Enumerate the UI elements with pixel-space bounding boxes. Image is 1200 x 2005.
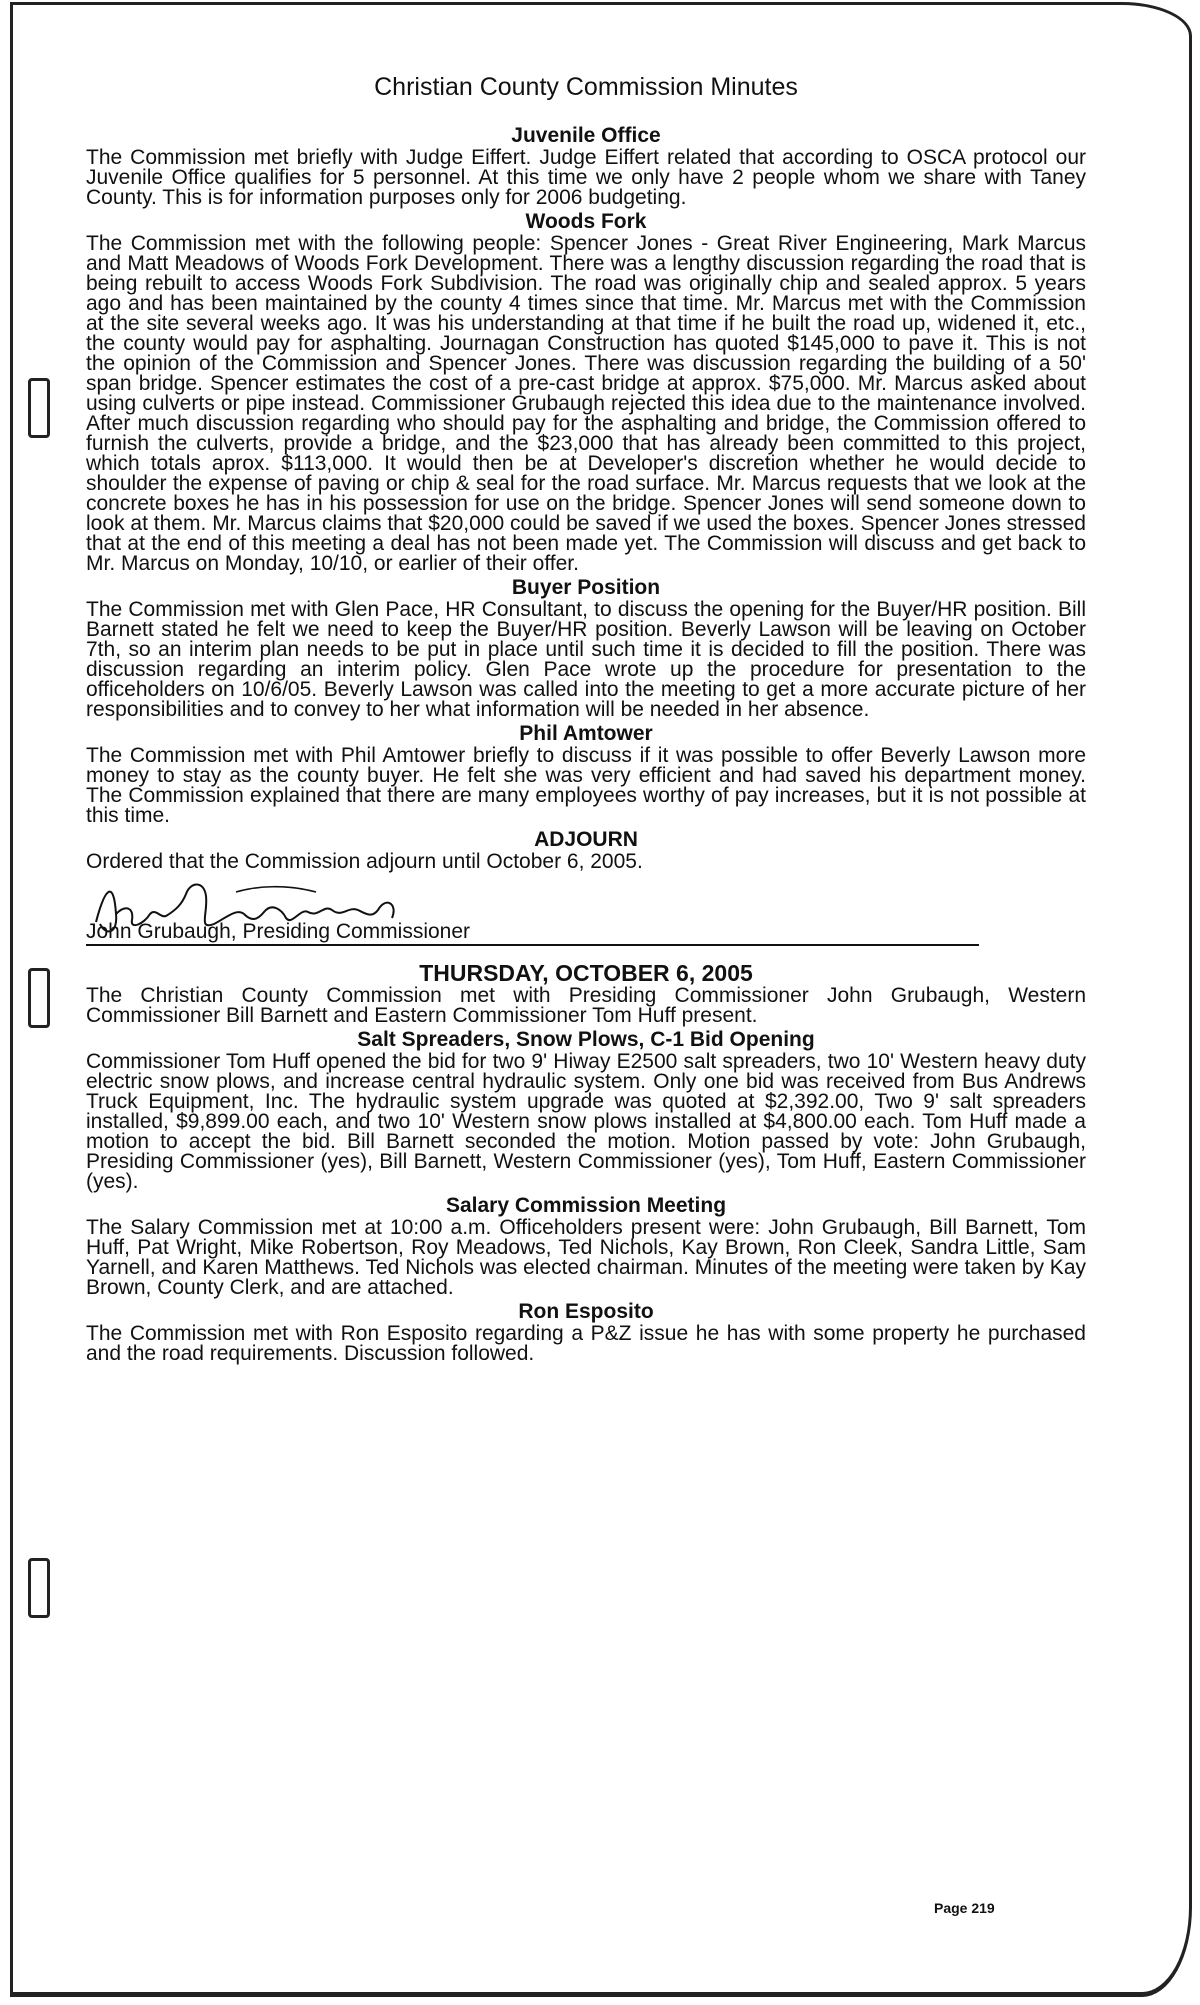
signature-divider [86,944,979,946]
adjourn-text: Ordered that the Commission adjourn until October 6, 2005. [86,850,643,873]
binder-hole [28,1558,50,1618]
section-heading-ron-esposito: Ron Esposito [518,1300,654,1323]
binder-hole [28,378,50,438]
meeting-intro: The Christian County Commission met with Presiding Commissioner John Grubaugh, Western Commissioner Bill Barnett and Eastern Commissioner Tom Huff present. [86,984,1086,1027]
section-text-woods-fork: The Commission met with the following people: Spencer Jones - Great River Engineering, Mark Marcus and Matt Meadows of Woods Fork Development. There was a lengthy discussion regarding the road that is being rebuilt to access Woods Fork Subdivision. The road was originally chip and sealed approx. 5 years ago and has been maintained by the county 4 times since that time. Mr. Marcus met with the Commission at the site several weeks ago. It was his understanding at that time if he built the road up, widened it, etc., the county would pay for asphalting. Journagan Construction has quoted $145,000 to pave it. This is not the opinion of the Commission and Spencer Jones. There was discussion regarding the building of a 50' span bridge. Spencer estimates the cost of a pre-cast bridge at approx. $75,000. Mr. Marcus asked about using culverts or pipe instead. Commissioner Grubaugh rejected this idea due to the maintenance involved. After much discussion regarding who should pay for the asphalting and bridge, the Commission offered to furnish the culverts, provide a bridge, and the $23,000 that has already been committed to this project, which totals aprox. $113,000. It would then be at Developer's discretion whether he would decide to shoulder the expense of paving or chip & seal for the road surface. Mr. Marcus requests that we look at the concrete boxes he has in his possession for use on the bridge. Spencer Jones will send someone down to look at them. Mr. Marcus claims that $20,000 could be saved if we used the boxes. Spencer Jones stressed that at the end of this meeting a deal has not been made yet. The Commission will discuss and get back to Mr. Marcus on Monday, 10/10, or earlier of their offer. [86,232,1086,575]
page-number: Page 219 [934,1900,995,1916]
document-title: Christian County Commission Minutes [374,73,798,101]
section-heading-adjourn: ADJOURN [534,828,638,851]
section-heading-phil-amtower: Phil Amtower [519,722,653,745]
signer-name: John Grubaugh, Presiding Commissioner [86,920,471,943]
section-heading-woods-fork: Woods Fork [525,210,647,233]
section-text-buyer-position: The Commission met with Glen Pace, HR Consultant, to discuss the opening for the Buyer/HR position. Bill Barnett stated he felt we need to keep the Buyer/HR position. Beverly Lawson will be leaving on October 7th, so an interim plan needs to be put in place until such time it is decided to fill the position. There was discussion regarding an interim policy. Glen Pace wrote up the procedure for presentation to the officeholders on 10/6/05. Beverly Lawson was called into the meeting to get a more accurate picture of her responsibilities and to convey to her what information will be needed in her absence. [86,598,1086,721]
section-text-juvenile-office: The Commission met briefly with Judge Eiffert. Judge Eiffert related that according to OSCA protocol our Juvenile Office qualifies for 5 personnel. At this time we only have 2 people whom we share with Taney County. This is for information purposes only for 2006 budgeting. [86,146,1086,209]
signature-block [86,874,1086,944]
section-text-bid-opening: Commissioner Tom Huff opened the bid for two 9' Hiway E2500 salt spreaders, two 10' Western heavy duty electric snow plows, and increase central hydraulic system. Only one bid was received from Bus Andrews Truck Equipment, Inc. The hydraulic system upgrade was quoted at $2,392.00, Two 9' salt spreaders installed, $9,899.00 each, and two 10' Western snow plows installed at $4,800.00 each. Tom Huff made a motion to accept the bid. Bill Barnett seconded the motion. Motion passed by vote: John Grubaugh, Presiding Commissioner (yes), Bill Barnett, Western Commissioner (yes), Tom Huff, Eastern Commissioner (yes). [86,1050,1086,1193]
section-text-salary-commission: The Salary Commission met at 10:00 a.m. Officeholders present were: John Grubaugh, Bill Barnett, Tom Huff, Pat Wright, Mike Robertson, Roy Meadows, Ted Nichols, Kay Brown, Ron Cleek, Sandra Little, Sam Yarnell, and Karen Matthews. Ted Nichols was elected chairman. Minutes of the meeting were taken by Kay Brown, County Clerk, and are attached. [86,1216,1086,1299]
section-text-ron-esposito: The Commission met with Ron Esposito regarding a P&Z issue he has with some property he purchased and the road requirements. Discussion followed. [86,1322,1086,1365]
section-heading-buyer-position: Buyer Position [511,576,661,599]
section-heading-juvenile-office: Juvenile Office [511,124,661,147]
section-heading-salary-commission: Salary Commission Meeting [445,1194,727,1217]
meeting-date-heading: THURSDAY, OCTOBER 6, 2005 [419,960,753,986]
section-heading-bid-opening: Salt Spreaders, Snow Plows, C-1 Bid Opening [357,1028,815,1051]
document-body [86,72,1086,1364]
binder-hole [28,968,50,1028]
section-text-phil-amtower: The Commission met with Phil Amtower briefly to discuss if it was possible to offer Beverly Lawson more money to stay as the county buyer. He felt she was very efficient and had saved his department money. The Commission explained that there are many employees worthy of pay increases, but it is not possible at this time. [86,744,1086,827]
